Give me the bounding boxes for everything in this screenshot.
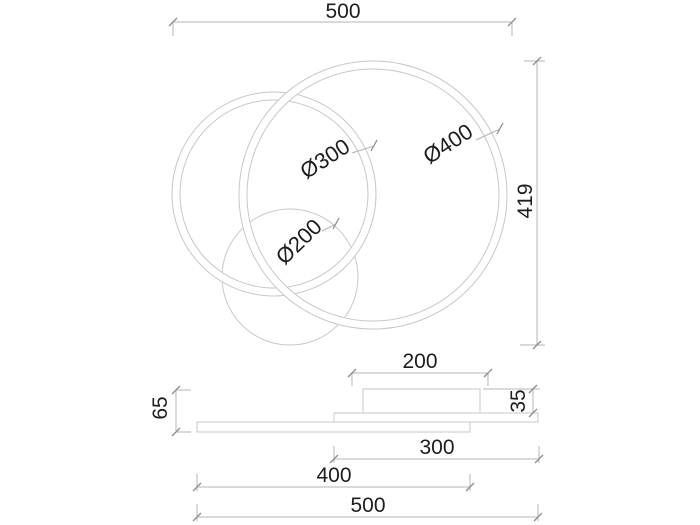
dim-top-width-value: 500 bbox=[325, 0, 361, 23]
dim-side-overall-width bbox=[193, 494, 542, 521]
ring-300-label: Ø300 bbox=[295, 133, 355, 184]
dim-total-height bbox=[149, 386, 191, 436]
canopy-200-label-group bbox=[271, 214, 339, 269]
ring-300 bbox=[172, 92, 376, 296]
dim-side-overall-width-value: 500 bbox=[350, 494, 386, 517]
ring-400-label: Ø400 bbox=[418, 118, 478, 169]
dim-right-height-value: 419 bbox=[514, 183, 537, 219]
side-plate-300 bbox=[334, 413, 538, 422]
side-view bbox=[149, 350, 543, 521]
dim-plate-400-width bbox=[193, 464, 474, 491]
top-view bbox=[169, 0, 545, 349]
dim-canopy-height bbox=[483, 385, 540, 417]
dim-plate-300-width-value: 300 bbox=[419, 436, 455, 459]
dim-total-height-value: 65 bbox=[149, 396, 172, 420]
dim-canopy-height-value: 35 bbox=[507, 389, 530, 413]
side-plate-400 bbox=[197, 422, 470, 432]
side-canopy bbox=[363, 389, 480, 413]
dim-canopy-width-value: 200 bbox=[402, 350, 438, 373]
canopy-200-label: Ø200 bbox=[270, 213, 327, 270]
dim-right-height bbox=[514, 57, 545, 349]
dim-canopy-width bbox=[348, 350, 492, 386]
dim-plate-300-width bbox=[330, 436, 543, 463]
ring-400-leader-tick bbox=[497, 123, 503, 134]
dim-top-width bbox=[169, 0, 516, 36]
ring-300-leader-tick bbox=[371, 140, 377, 151]
dim-plate-400-width-value: 400 bbox=[316, 464, 352, 487]
